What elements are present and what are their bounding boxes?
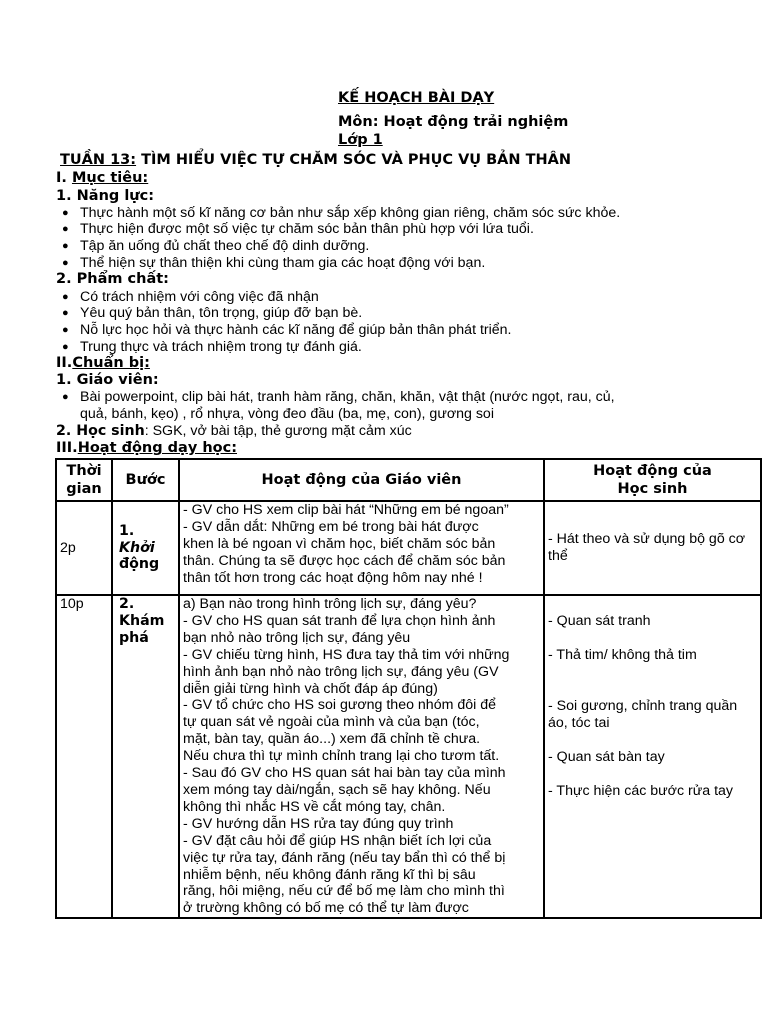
- list-item: [62, 255, 485, 272]
- doc-grade: Lớp 1: [338, 132, 383, 148]
- week-heading: [60, 152, 571, 168]
- header-time-line: Thời: [66, 463, 102, 479]
- list-item: [62, 289, 319, 306]
- student-line: - Hát theo và sử dụng bộ gõ cơ thể: [548, 531, 746, 564]
- teacher-line: răng, hôi miệng, nếu cứ để bố mẹ làm cho mình thì: [183, 883, 505, 900]
- teacher-line: - GV cho HS xem clip bài hát “Những em bé ngoan”: [183, 502, 509, 518]
- header-student-line: Hoạt động của: [593, 463, 712, 479]
- header-step: Bước: [112, 459, 179, 501]
- header-time: [56, 459, 112, 501]
- list-item-text: Thực hành một số kĩ năng cơ bản như sắp xếp không gian riêng, chăm sóc sức khỏe.: [80, 205, 621, 221]
- section-3-roman: III.: [56, 440, 78, 456]
- cell-time: 2p: [56, 501, 112, 595]
- student-prep-heading: 2. Học sinh: [56, 423, 145, 439]
- step-line: động: [119, 556, 160, 573]
- section-2-roman: II.: [56, 355, 73, 371]
- cell-teacher-activity: [179, 501, 544, 595]
- step-line: 1.: [119, 522, 135, 539]
- header-time-line: gian: [66, 481, 102, 497]
- list-item-text: Thể hiện sự thân thiện khi cùng tham gia các hoạt động với bạn.: [80, 255, 486, 271]
- header-student-activity: [544, 459, 761, 501]
- step-line: phá: [119, 629, 149, 646]
- teacher-line: khen là bé ngoan vì chăm học, biết chăm sóc bản: [183, 535, 496, 552]
- teacher-line: - Sau đó GV cho HS quan sát hai bàn tay của mình: [183, 765, 506, 782]
- bullet-icon: ●: [62, 341, 69, 353]
- doc-subject: Môn: Hoạt động trải nghiệm: [338, 114, 569, 130]
- doc-title: KẾ HOẠCH BÀI DẠY: [338, 90, 495, 106]
- list-item-text: Yêu quý bản thân, tôn trọng, giúp đỡ bạn bè.: [80, 305, 363, 321]
- list-item-text: Thực hiện được một số việc tự chăm sóc bản thân phù hợp với lứa tuổi.: [80, 221, 534, 237]
- bullet-icon: ●: [62, 240, 69, 252]
- teacher-line: - GV cho HS quan sát tranh để lựa chọn hình ảnh: [183, 612, 496, 629]
- teacher-line: xem móng tay dài/ngắn, sạch sẽ hay không. Nếu: [183, 781, 491, 798]
- student-line: - Quan sát tranh: [548, 613, 651, 629]
- teacher-line: hình ảnh bạn nhỏ nào trông lịch sự, đáng yêu (GV: [183, 663, 499, 680]
- section-1-title: Mục tiêu:: [71, 170, 149, 186]
- student-line: - Thực hiện các bước rửa tay: [548, 782, 733, 799]
- cell-time: 10p: [56, 595, 112, 918]
- list-item-text: Tập ăn uống đủ chất theo chế độ dinh dưỡng.: [80, 238, 370, 254]
- teacher-line: nhiễm bệnh, nếu không đánh răng kĩ thì bị sâu: [183, 866, 476, 883]
- teacher-line: - GV hướng dẫn HS rửa tay đúng quy trình: [183, 815, 454, 832]
- cell-student-activity: [544, 501, 761, 595]
- table-header-row: [56, 459, 761, 501]
- bullet-icon: ●: [62, 291, 69, 303]
- teacher-line: tự quan sát vẻ ngoài của mình và của bạn (tóc,: [183, 714, 480, 731]
- cell-teacher-activity: [179, 595, 544, 918]
- student-line: - Quan sát bàn tay: [548, 748, 665, 765]
- section-2-heading: [56, 355, 150, 371]
- list-item: [62, 322, 512, 339]
- lesson-plan-table: [55, 458, 762, 919]
- bullet-icon: ●: [62, 207, 69, 219]
- header-teacher-activity: Hoạt động của Giáo viên: [179, 459, 544, 501]
- list-item-continuation: quả, bánh, kẹo) , rổ nhựa, vòng đeo đầu (ba, mẹ, con), gương soi: [80, 406, 494, 422]
- header-student-line: Học sinh: [617, 481, 688, 497]
- section-1-roman: I.: [56, 170, 67, 186]
- teacher-line: thân. Chúng ta sẽ được học cách để chăm sóc bản: [183, 552, 506, 569]
- week-topic: TÌM HIỂU VIỆC TỰ CHĂM SÓC VÀ PHỤC VỤ BẢN THÂN: [136, 152, 571, 168]
- teacher-line: ở trường không có bố mẹ có thể tự làm được: [183, 900, 469, 917]
- section-1-heading: [56, 170, 148, 186]
- list-item-text: Trung thực và trách nhiệm trong tự đánh giá.: [80, 339, 362, 355]
- list-item-text: Nỗ lực học hỏi và thực hành các kĩ năng để giúp bản thân phát triển.: [80, 322, 512, 338]
- table-row: [56, 595, 761, 918]
- cell-step: [112, 501, 179, 595]
- cell-student-activity: [544, 595, 761, 918]
- list-item: [62, 221, 534, 238]
- step-line: Khởi: [119, 539, 155, 556]
- step-line: Khám: [119, 612, 165, 629]
- bullet-icon: ●: [62, 324, 69, 336]
- teacher-line: Nếu chưa thì tự mình chỉnh trang lại cho tươm tất.: [183, 748, 500, 765]
- section-3-title: Hoạt động dạy học:: [77, 440, 237, 456]
- teacher-line: không thì nhắc HS về cắt móng tay, chân.: [183, 798, 446, 815]
- bullet-icon: ●: [62, 257, 69, 269]
- student-prep: [56, 423, 412, 439]
- teacher-line: - GV dẫn dắt: Những em bé trong bài hát được: [183, 518, 479, 535]
- teacher-line: diễn giải từng hình và chốt đáp áp đúng): [183, 680, 438, 697]
- student-prep-text: : SGK, vở bài tập, thẻ gương mặt cảm xúc: [144, 423, 412, 439]
- section-3-heading: [56, 440, 237, 456]
- teacher-line: - GV tổ chức cho HS soi gương theo nhóm đôi để: [183, 697, 496, 714]
- bullet-icon: ●: [62, 307, 69, 319]
- list-item: [62, 305, 362, 322]
- list-item: [62, 205, 620, 222]
- section-2-title: Chuẩn bị:: [72, 355, 150, 371]
- teacher-line: mặt, bàn tay, quần áo...) xem đã chỉnh tề chưa.: [183, 731, 481, 748]
- table-row: [56, 501, 761, 595]
- bullet-icon: ●: [62, 223, 69, 235]
- teacher-line: - GV đặt câu hỏi để giúp HS nhận biết ích lợi của: [183, 832, 492, 849]
- bullet-icon: ●: [62, 391, 69, 403]
- cell-step: [112, 595, 179, 918]
- teacher-line: - GV chiếu từng hình, HS đưa tay thả tim với những: [183, 646, 510, 663]
- teacher-line: thân tốt hơn trong các hoạt động hôm nay nhé !: [183, 569, 483, 586]
- list-item: [62, 238, 369, 255]
- student-line: - Thả tim/ không thả tim: [548, 646, 697, 663]
- list-item: [62, 339, 362, 356]
- quality-heading: 2. Phẩm chất:: [56, 271, 169, 287]
- list-item-text: Có trách nhiệm với công việc đã nhận: [80, 289, 319, 305]
- teacher-line: việc tự rửa tay, đánh răng (nếu tay bẩn thì có thể bị: [183, 849, 506, 866]
- list-item: [62, 389, 615, 406]
- step-line: 2.: [119, 596, 135, 612]
- teacher-line: a) Bạn nào trong hình trông lịch sự, đáng yêu?: [183, 596, 477, 612]
- teacher-line: bạn nhỏ nào trông lịch sự, đáng yêu: [183, 629, 411, 646]
- list-item-text: Bài powerpoint, clip bài hát, tranh hàm răng, chăn, khăn, vật thật (nước ngọt, rau, củ,: [80, 389, 615, 405]
- week-label: TUẦN 13:: [60, 152, 137, 168]
- student-line: - Soi gương, chỉnh trang quần áo, tóc tai: [548, 697, 738, 731]
- teacher-prep-heading: 1. Giáo viên:: [56, 372, 159, 388]
- competency-heading: 1. Năng lực:: [56, 188, 155, 204]
